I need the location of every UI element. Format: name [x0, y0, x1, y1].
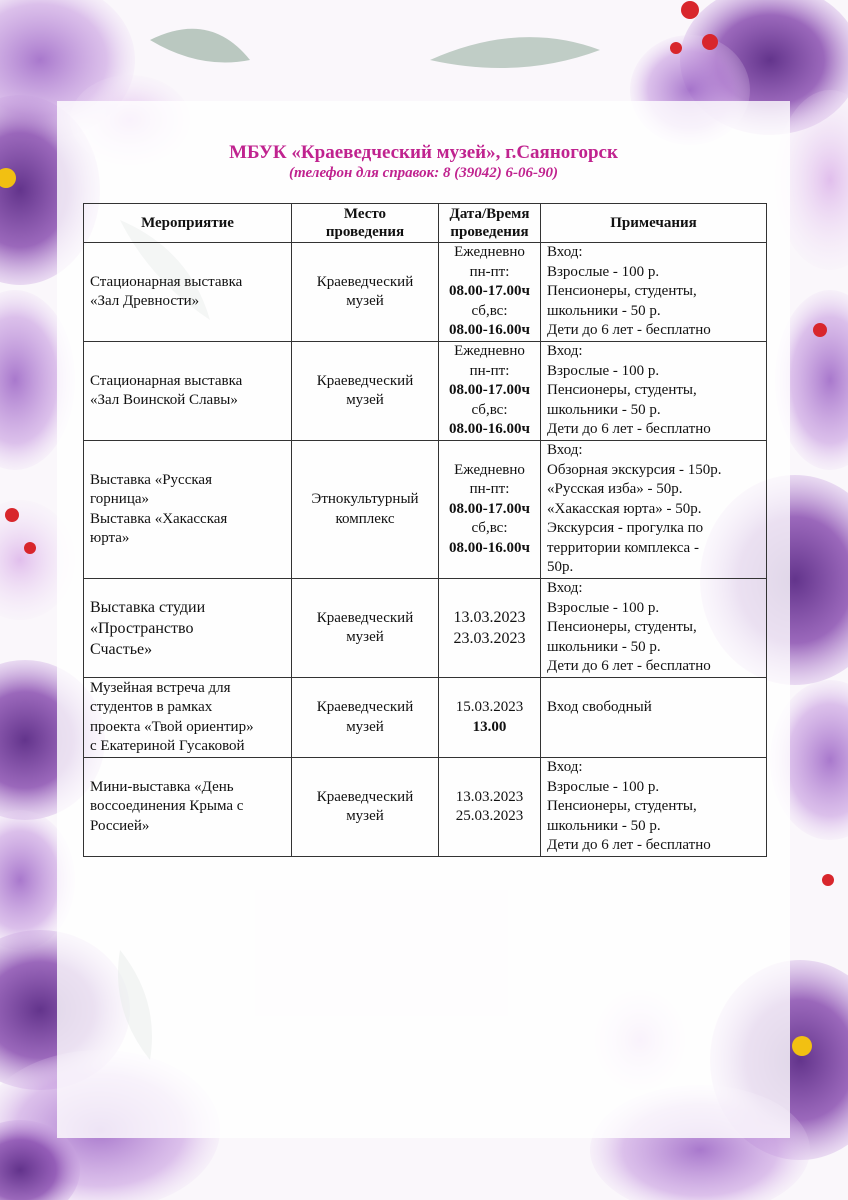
date-cell [439, 579, 541, 678]
notes-text: школьники - 50 р. [547, 638, 661, 655]
notes-text: Дети до 6 лет - бесплатно [547, 322, 711, 339]
notes-text: школьники - 50 р. [547, 817, 661, 834]
event-cell [84, 579, 292, 678]
notes-cell [541, 758, 767, 857]
event-text: с Екатериной Гусаковой [90, 738, 245, 754]
date-text: сб,вс: [471, 302, 508, 319]
event-text: Счастье» [90, 640, 153, 658]
place-text: Краеведческий [316, 609, 414, 626]
place-cell [292, 342, 439, 441]
event-cell [84, 678, 292, 758]
date-time-text: 08.00-17.00ч [449, 500, 530, 517]
event-text: проекта «Твой ориентир» [90, 718, 254, 735]
event-text: «Зал Древности» [90, 293, 200, 309]
place-text: музей [346, 293, 384, 309]
place-cell [292, 678, 439, 758]
event-text: Стационарная выставка [90, 273, 243, 290]
date-text: пн-пт: [469, 263, 510, 280]
date-text: пн-пт: [469, 481, 510, 498]
notes-text: Вход: [547, 442, 583, 459]
date-time-text: 08.00-17.00ч [449, 283, 530, 300]
schedule-table [83, 203, 767, 857]
notes-text: школьники - 50 р. [547, 401, 661, 418]
notes-text: Пенсионеры, студенты, [547, 382, 697, 399]
date-text: 13.03.2023 [455, 788, 524, 805]
notes-text: Дети до 6 лет - бесплатно [547, 658, 711, 675]
date-cell [439, 441, 541, 579]
table-row [84, 441, 767, 579]
notes-text: Взрослые - 100 р. [547, 599, 660, 616]
notes-text: Экскурсия - прогулка по [547, 520, 704, 537]
table-row [84, 579, 767, 678]
notes-text: Пенсионеры, студенты, [547, 619, 697, 636]
column-header-notes [541, 204, 767, 243]
date-cell [439, 243, 541, 342]
notes-text: Вход: [547, 759, 583, 776]
table-row [84, 243, 767, 342]
place-text: Краеведческий [316, 273, 414, 290]
notes-text: Пенсионеры, студенты, [547, 283, 697, 300]
event-text: Мини-выставка «День [90, 778, 234, 795]
notes-text: Взрослые - 100 р. [547, 263, 660, 280]
event-text: воссоединения Крыма с [90, 798, 244, 815]
event-text: горница» [90, 491, 150, 507]
place-text: Этнокультурный [311, 491, 419, 507]
date-text: пн-пт: [469, 362, 510, 379]
event-text: «Пространство [90, 619, 194, 637]
date-cell [439, 678, 541, 758]
column-header-notes-label: Примечания [610, 215, 697, 231]
table-row [84, 342, 767, 441]
notes-text: 50р. [547, 559, 574, 576]
date-text: 23.03.2023 [453, 630, 526, 647]
notes-text: Дети до 6 лет - бесплатно [547, 421, 711, 438]
column-header-event [84, 204, 292, 243]
date-time-text: 08.00-16.00ч [449, 421, 530, 438]
notes-text: Вход: [547, 580, 583, 597]
date-text: Ежедневно [454, 244, 525, 261]
page-subtitle: (телефон для справок: 8 (39042) 6-06-90) [289, 165, 558, 181]
place-cell [292, 441, 439, 579]
event-text: юрта» [90, 530, 130, 546]
place-text: музей [346, 808, 384, 824]
date-text: 25.03.2023 [455, 808, 524, 824]
date-time-text: 08.00-17.00ч [449, 382, 530, 399]
event-cell [84, 243, 292, 342]
event-text: Выставка «Русская [90, 471, 212, 488]
event-text: «Зал Воинской Славы» [90, 392, 238, 408]
place-text: музей [346, 392, 384, 408]
notes-text: Вход: [547, 244, 583, 261]
place-cell [292, 579, 439, 678]
place-text: Краеведческий [316, 372, 414, 389]
date-text: Ежедневно [454, 343, 525, 360]
notes-cell [541, 342, 767, 441]
notes-text: Дети до 6 лет - бесплатно [547, 837, 711, 854]
date-text: Ежедневно [454, 461, 525, 478]
date-cell [439, 758, 541, 857]
event-text: Россией» [90, 817, 150, 834]
event-text: Музейная встреча для [90, 679, 231, 696]
place-cell [292, 243, 439, 342]
notes-text: школьники - 50 р. [547, 302, 661, 319]
notes-cell [541, 441, 767, 579]
column-header-place [292, 204, 439, 243]
place-text: Краеведческий [316, 699, 414, 715]
column-header-event-label: Мероприятие [141, 215, 234, 231]
place-text: Краеведческий [316, 788, 414, 805]
column-header-place-line2: проведения [325, 224, 405, 240]
place-text: музей [346, 629, 384, 645]
date-text: сб,вс: [471, 520, 508, 537]
event-text: студентов в рамках [90, 699, 213, 715]
date-text: сб,вс: [471, 401, 508, 418]
column-header-date-line1: Дата/Время [449, 206, 530, 222]
table-row [84, 758, 767, 857]
notes-cell [541, 678, 767, 758]
event-cell [84, 441, 292, 579]
notes-text: «Хакасская юрта» - 50р. [547, 500, 702, 517]
column-header-date-line2: проведения [450, 224, 529, 240]
notes-text: Вход: [547, 343, 583, 360]
column-header-place-line1: Место [343, 206, 387, 222]
page-title: МБУК «Краеведческий музей», г.Саяногорск [229, 142, 618, 163]
date-text: 15.03.2023 [455, 699, 524, 715]
table-row [84, 678, 767, 758]
notes-text: Взрослые - 100 р. [547, 362, 660, 379]
date-time-text: 13.00 [472, 718, 507, 735]
column-header-date [439, 204, 541, 243]
event-cell [84, 342, 292, 441]
table-header-row [84, 204, 767, 243]
notes-text: Обзорная экскурсия - 150р. [547, 461, 722, 478]
date-cell [439, 342, 541, 441]
place-text: музей [346, 718, 384, 735]
notes-text: Взрослые - 100 р. [547, 778, 660, 795]
event-cell [84, 758, 292, 857]
event-text: Выставка студии [90, 598, 206, 616]
date-time-text: 08.00-16.00ч [449, 322, 530, 339]
notes-text: Пенсионеры, студенты, [547, 798, 697, 815]
notes-text: «Русская изба» - 50р. [547, 481, 683, 498]
place-text: комплекс [335, 510, 395, 527]
date-text: 13.03.2023 [453, 609, 526, 626]
notes-cell [541, 579, 767, 678]
notes-text: Вход свободный [547, 698, 652, 715]
place-cell [292, 758, 439, 857]
event-text: Стационарная выставка [90, 372, 243, 389]
notes-cell [541, 243, 767, 342]
event-text: Выставка «Хакасская [90, 510, 228, 527]
date-time-text: 08.00-16.00ч [449, 539, 530, 556]
notes-text: территории комплекса - [547, 539, 699, 556]
